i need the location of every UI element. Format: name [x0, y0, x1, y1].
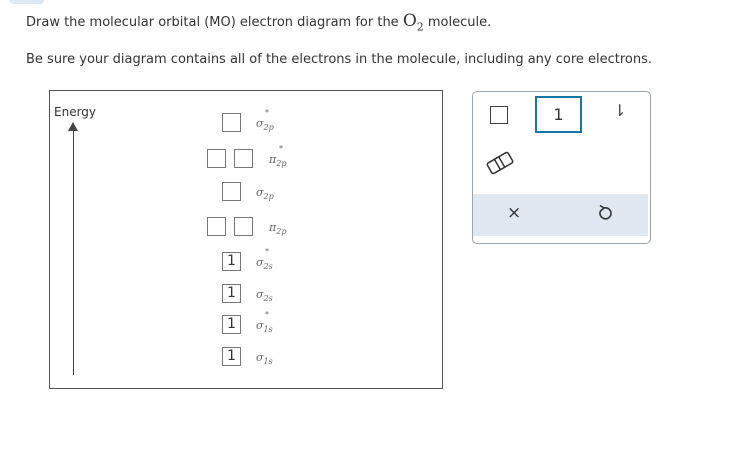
- orbital-label-sigma-1s: $\sigma_{1s}$: [256, 351, 273, 367]
- eraser-icon[interactable]: [485, 150, 515, 176]
- orbital-box-sigma-2s[interactable]: 1: [222, 284, 241, 303]
- action-bar: [473, 194, 648, 236]
- orbital-box-pi-2p-a[interactable]: [207, 217, 226, 236]
- orbital-box-sigma-2p[interactable]: [222, 182, 241, 201]
- orbital-label-pi-star-2p: $\pi_{2p}$: [269, 153, 287, 169]
- orbital-label-sigma-star-1s: $\sigma_{1s}$: [256, 319, 273, 335]
- orbital-box-pi-star-2p-b[interactable]: [234, 149, 253, 168]
- antibonding-star: *: [279, 144, 283, 153]
- antibonding-star: *: [265, 108, 269, 117]
- question-line-1: [26, 11, 491, 33]
- orbital-box-sigma-star-2s[interactable]: 1: [222, 252, 241, 271]
- molecule-symbol: O: [402, 11, 417, 31]
- orbital-label-sigma-2p: $\sigma_{2p}$: [256, 186, 274, 202]
- orbital-box-sigma-star-1s[interactable]: 1: [222, 315, 241, 334]
- mo-diagram-panel: [49, 90, 443, 389]
- question-text-end: molecule.: [423, 15, 492, 30]
- toolbox-panel: [472, 91, 651, 244]
- energy-axis: [73, 129, 74, 375]
- orbital-box-pi-2p-b[interactable]: [234, 217, 253, 236]
- undo-icon[interactable]: [597, 204, 613, 222]
- question-text-start: Draw the molecular orbital (MO) electron diagram for the: [26, 15, 403, 30]
- orbital-label-pi-2p: $\pi_{2p}$: [269, 221, 287, 237]
- orbital-label-sigma-star-2s: $\sigma_{2s}$: [256, 256, 273, 272]
- antibonding-star: *: [265, 310, 269, 319]
- orbital-box-sigma-star-2p[interactable]: [222, 113, 241, 132]
- empty-box-icon[interactable]: [490, 106, 508, 124]
- orbital-label-sigma-star-2p: $\sigma_{2p}$: [256, 117, 274, 133]
- clear-button[interactable]: ×: [507, 203, 522, 223]
- molecule-formula: [402, 11, 424, 34]
- orbital-label-sigma-2s: $\sigma_{2s}$: [256, 288, 273, 304]
- energy-axis-label: Energy: [54, 105, 97, 119]
- orbital-box-pi-star-2p-a[interactable]: [207, 149, 226, 168]
- antibonding-star: *: [265, 247, 269, 256]
- question-line-2: Be sure your diagram contains all of the electrons in the molecule, including any core electrons.: [26, 52, 653, 67]
- orbital-box-sigma-1s[interactable]: 1: [222, 347, 241, 366]
- molecule-subscript: 2: [416, 20, 424, 34]
- half-arrow-tool[interactable]: ⇂: [613, 101, 627, 120]
- one-electron-tool[interactable]: 1: [535, 96, 582, 133]
- top-tab-indicator: [10, 0, 44, 4]
